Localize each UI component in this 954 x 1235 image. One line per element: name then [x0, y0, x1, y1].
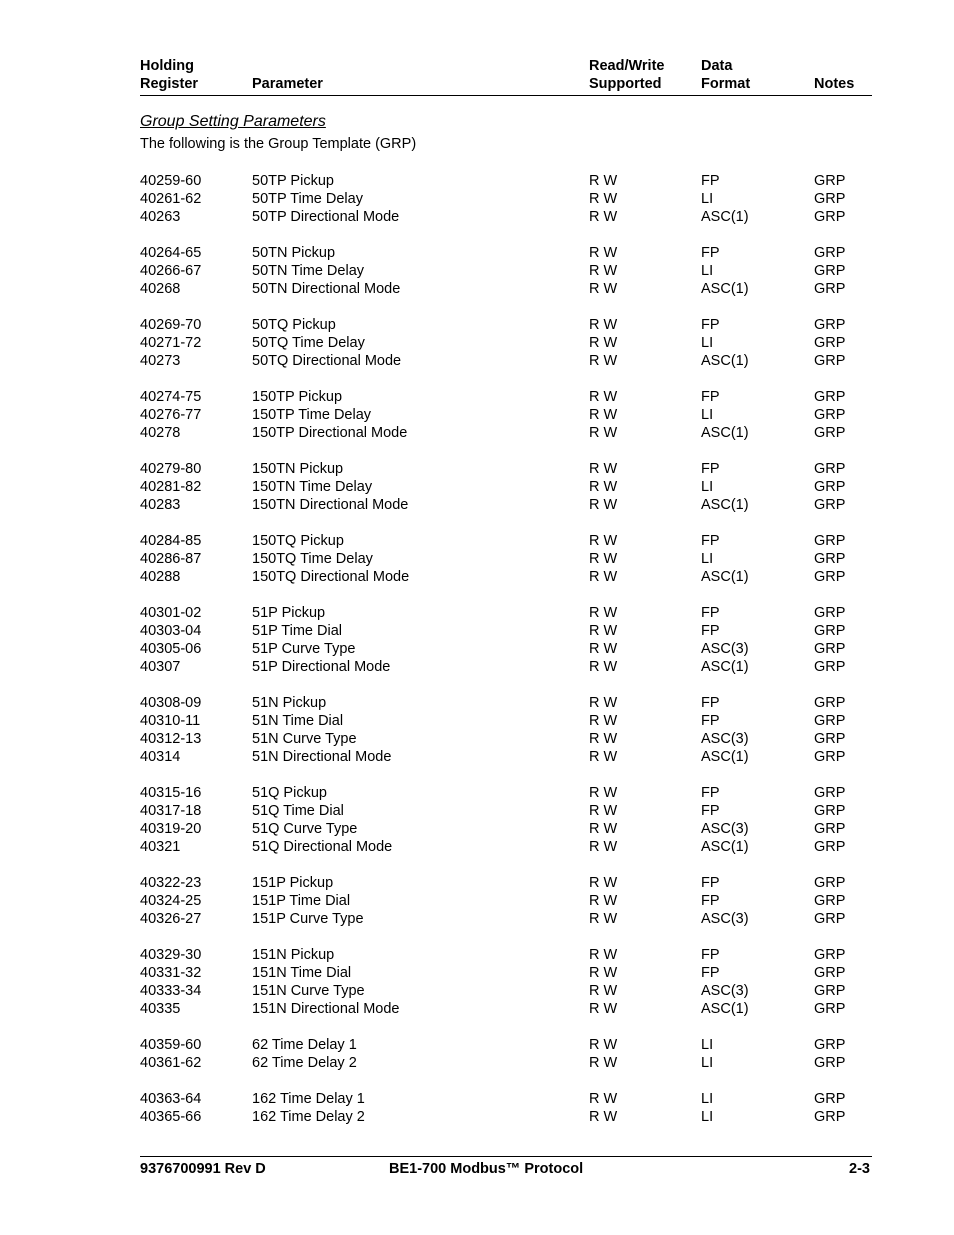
table-row — [140, 568, 872, 586]
data-format-cell: LI — [701, 1091, 714, 1107]
register-cell: 40331-32 — [140, 965, 202, 981]
header-notes: Notes — [814, 76, 855, 92]
header-col3-line2: Supported — [589, 76, 662, 92]
notes-cell: GRP — [814, 659, 846, 675]
parameter-cell: 151N Pickup — [252, 947, 335, 963]
register-cell: 40315-16 — [140, 785, 202, 801]
read-write-cell: R W — [589, 533, 618, 549]
parameter-cell: 62 Time Delay 2 — [252, 1055, 357, 1071]
data-format-cell: ASC(1) — [701, 749, 749, 765]
data-format-cell: FP — [701, 965, 720, 981]
register-cell: 40322-23 — [140, 875, 202, 891]
register-cell: 40321 — [140, 839, 181, 855]
register-cell: 40329-30 — [140, 947, 202, 963]
read-write-cell: R W — [589, 983, 618, 999]
table-row — [140, 172, 872, 190]
data-format-cell: LI — [701, 263, 714, 279]
read-write-cell: R W — [589, 785, 618, 801]
register-cell: 40324-25 — [140, 893, 202, 909]
register-cell: 40365-66 — [140, 1109, 202, 1125]
notes-cell: GRP — [814, 245, 846, 261]
data-format-cell: LI — [701, 1037, 714, 1053]
data-format-cell: ASC(1) — [701, 281, 749, 297]
parameter-cell: 150TQ Directional Mode — [252, 569, 410, 585]
read-write-cell: R W — [589, 695, 618, 711]
table-row — [140, 622, 872, 640]
parameter-cell: 50TQ Time Delay — [252, 335, 365, 351]
register-cell: 40263 — [140, 209, 181, 225]
table-row — [140, 694, 872, 712]
read-write-cell: R W — [589, 569, 618, 585]
notes-cell: GRP — [814, 641, 846, 657]
data-format-cell: FP — [701, 533, 720, 549]
register-cell: 40273 — [140, 353, 181, 369]
parameter-cell: 151N Time Dial — [252, 965, 352, 981]
data-format-cell: FP — [701, 947, 720, 963]
read-write-cell: R W — [589, 749, 618, 765]
read-write-cell: R W — [589, 353, 618, 369]
read-write-cell: R W — [589, 713, 618, 729]
register-cell: 40264-65 — [140, 245, 202, 261]
table-row — [140, 208, 872, 226]
parameter-cell: 50TN Time Delay — [252, 263, 365, 279]
data-format-cell: FP — [701, 389, 720, 405]
section-intro: The following is the Group Template (GRP) — [140, 136, 417, 152]
notes-cell: GRP — [814, 1055, 846, 1071]
notes-cell: GRP — [814, 569, 846, 585]
data-format-cell: FP — [701, 785, 720, 801]
notes-cell: GRP — [814, 317, 846, 333]
notes-cell: GRP — [814, 839, 846, 855]
parameter-cell: 150TN Time Delay — [252, 479, 373, 495]
table-row — [140, 352, 872, 370]
register-cell: 40286-87 — [140, 551, 202, 567]
notes-cell: GRP — [814, 191, 846, 207]
table-row — [140, 496, 872, 514]
header-col1-line2: Register — [140, 76, 199, 92]
parameter-cell: 51N Curve Type — [252, 731, 357, 747]
read-write-cell: R W — [589, 461, 618, 477]
notes-cell: GRP — [814, 893, 846, 909]
register-cell: 40276-77 — [140, 407, 202, 423]
table-row — [140, 1108, 872, 1126]
table-row — [140, 730, 872, 748]
read-write-cell: R W — [589, 173, 618, 189]
read-write-cell: R W — [589, 1091, 618, 1107]
header-holding-register — [140, 57, 198, 93]
notes-cell: GRP — [814, 1091, 846, 1107]
register-cell: 40307 — [140, 659, 181, 675]
register-cell: 40363-64 — [140, 1091, 202, 1107]
read-write-cell: R W — [589, 407, 618, 423]
data-format-cell: FP — [701, 605, 720, 621]
parameter-cell: 150TN Pickup — [252, 461, 344, 477]
notes-cell: GRP — [814, 749, 846, 765]
read-write-cell: R W — [589, 947, 618, 963]
data-format-cell: ASC(3) — [701, 983, 749, 999]
register-cell: 40283 — [140, 497, 181, 513]
register-cell: 40335 — [140, 1001, 181, 1017]
table-row — [140, 964, 872, 982]
table-row — [140, 190, 872, 208]
parameter-cell: 51N Pickup — [252, 695, 327, 711]
parameter-cell: 51N Time Dial — [252, 713, 344, 729]
read-write-cell: R W — [589, 245, 618, 261]
read-write-cell: R W — [589, 1109, 618, 1125]
table-row — [140, 820, 872, 838]
parameter-cell: 50TP Pickup — [252, 173, 334, 189]
data-format-cell: FP — [701, 695, 720, 711]
parameter-cell: 162 Time Delay 2 — [252, 1109, 365, 1125]
table-row — [140, 658, 872, 676]
read-write-cell: R W — [589, 1055, 618, 1071]
parameter-cell: 50TQ Directional Mode — [252, 353, 402, 369]
notes-cell: GRP — [814, 803, 846, 819]
table-row — [140, 406, 872, 424]
table-row — [140, 1054, 872, 1072]
notes-cell: GRP — [814, 551, 846, 567]
notes-cell: GRP — [814, 479, 846, 495]
table-row — [140, 784, 872, 802]
data-format-cell: FP — [701, 893, 720, 909]
data-format-cell: ASC(1) — [701, 353, 749, 369]
table-row — [140, 532, 872, 550]
parameter-cell: 51N Directional Mode — [252, 749, 392, 765]
notes-cell: GRP — [814, 911, 846, 927]
notes-cell: GRP — [814, 389, 846, 405]
data-format-cell: LI — [701, 335, 714, 351]
read-write-cell: R W — [589, 263, 618, 279]
table-row — [140, 1000, 872, 1018]
parameter-cell: 150TN Directional Mode — [252, 497, 409, 513]
read-write-cell: R W — [589, 875, 618, 891]
parameter-cell: 50TN Directional Mode — [252, 281, 401, 297]
header-col3-line1: Read/Write — [589, 58, 665, 74]
register-cell: 40305-06 — [140, 641, 202, 657]
data-format-cell: ASC(1) — [701, 569, 749, 585]
table-row — [140, 640, 872, 658]
data-format-cell: ASC(1) — [701, 1001, 749, 1017]
register-cell: 40284-85 — [140, 533, 202, 549]
notes-cell: GRP — [814, 533, 846, 549]
notes-cell: GRP — [814, 461, 846, 477]
notes-cell: GRP — [814, 731, 846, 747]
table-row — [140, 982, 872, 1000]
header-data-format — [701, 57, 750, 93]
register-cell: 40319-20 — [140, 821, 202, 837]
header-parameter: Parameter — [252, 76, 323, 92]
data-format-cell: ASC(3) — [701, 641, 749, 657]
header-col4-line1: Data — [701, 58, 733, 74]
notes-cell: GRP — [814, 695, 846, 711]
data-format-cell: ASC(3) — [701, 911, 749, 927]
table-row — [140, 748, 872, 766]
register-cell: 40259-60 — [140, 173, 202, 189]
table-row — [140, 262, 872, 280]
read-write-cell: R W — [589, 623, 618, 639]
notes-cell: GRP — [814, 875, 846, 891]
parameter-cell: 151N Curve Type — [252, 983, 365, 999]
read-write-cell: R W — [589, 551, 618, 567]
table-row — [140, 478, 872, 496]
register-cell: 40310-11 — [140, 713, 201, 729]
register-cell: 40279-80 — [140, 461, 202, 477]
register-cell: 40268 — [140, 281, 181, 297]
parameter-cell: 151P Time Dial — [252, 893, 351, 909]
read-write-cell: R W — [589, 1001, 618, 1017]
parameter-cell: 62 Time Delay 1 — [252, 1037, 357, 1053]
read-write-cell: R W — [589, 803, 618, 819]
notes-cell: GRP — [814, 497, 846, 513]
parameter-cell: 151P Curve Type — [252, 911, 364, 927]
register-cell: 40361-62 — [140, 1055, 202, 1071]
read-write-cell: R W — [589, 893, 618, 909]
parameter-cell: 150TP Pickup — [252, 389, 343, 405]
table-row — [140, 388, 872, 406]
parameter-cell: 50TN Pickup — [252, 245, 336, 261]
read-write-cell: R W — [589, 479, 618, 495]
header-col4-line2: Format — [701, 76, 751, 92]
read-write-cell: R W — [589, 839, 618, 855]
data-format-cell: LI — [701, 551, 714, 567]
read-write-cell: R W — [589, 821, 618, 837]
register-cell: 40326-27 — [140, 911, 202, 927]
data-format-cell: LI — [701, 191, 714, 207]
table-row — [140, 1090, 872, 1108]
footer-document-number: 9376700991 Rev D — [140, 1161, 266, 1177]
table-row — [140, 1036, 872, 1054]
header-read-write — [589, 57, 664, 93]
data-format-cell: FP — [701, 623, 720, 639]
footer-title: BE1-700 Modbus™ Protocol — [389, 1161, 584, 1177]
footer-page-number: 2-3 — [849, 1161, 870, 1177]
read-write-cell: R W — [589, 731, 618, 747]
table-row — [140, 460, 872, 478]
read-write-cell: R W — [589, 317, 618, 333]
parameter-cell: 51P Pickup — [252, 605, 326, 621]
table-row — [140, 946, 872, 964]
read-write-cell: R W — [589, 281, 618, 297]
parameter-cell: 151P Pickup — [252, 875, 334, 891]
register-cell: 40261-62 — [140, 191, 202, 207]
read-write-cell: R W — [589, 965, 618, 981]
table-row — [140, 874, 872, 892]
register-cell: 40281-82 — [140, 479, 202, 495]
register-cell: 40333-34 — [140, 983, 202, 999]
data-format-cell: ASC(1) — [701, 839, 749, 855]
read-write-cell: R W — [589, 497, 618, 513]
notes-cell: GRP — [814, 209, 846, 225]
notes-cell: GRP — [814, 947, 846, 963]
data-format-cell: FP — [701, 245, 720, 261]
register-cell: 40312-13 — [140, 731, 202, 747]
read-write-cell: R W — [589, 659, 618, 675]
data-format-cell: FP — [701, 713, 720, 729]
notes-cell: GRP — [814, 1001, 846, 1017]
table-row — [140, 802, 872, 820]
notes-cell: GRP — [814, 1037, 846, 1053]
read-write-cell: R W — [589, 209, 618, 225]
table-row — [140, 712, 872, 730]
data-format-cell: ASC(1) — [701, 425, 749, 441]
notes-cell: GRP — [814, 353, 846, 369]
notes-cell: GRP — [814, 623, 846, 639]
data-format-cell: FP — [701, 803, 720, 819]
register-cell: 40288 — [140, 569, 181, 585]
data-format-cell: FP — [701, 173, 720, 189]
notes-cell: GRP — [814, 425, 846, 441]
notes-cell: GRP — [814, 407, 846, 423]
table-row — [140, 280, 872, 298]
data-format-cell: FP — [701, 317, 720, 333]
register-cell: 40301-02 — [140, 605, 202, 621]
section-title: Group Setting Parameters — [140, 113, 326, 130]
parameter-cell: 50TP Time Delay — [252, 191, 363, 207]
data-format-cell: ASC(3) — [701, 821, 749, 837]
notes-cell: GRP — [814, 281, 846, 297]
parameter-cell: 150TQ Pickup — [252, 533, 344, 549]
read-write-cell: R W — [589, 1037, 618, 1053]
register-cell: 40359-60 — [140, 1037, 202, 1053]
read-write-cell: R W — [589, 389, 618, 405]
data-format-cell: ASC(1) — [701, 209, 749, 225]
register-cell: 40278 — [140, 425, 181, 441]
data-format-cell: ASC(1) — [701, 659, 749, 675]
parameter-cell: 51P Curve Type — [252, 641, 356, 657]
parameter-cell: 50TP Directional Mode — [252, 209, 400, 225]
data-format-cell: LI — [701, 479, 714, 495]
read-write-cell: R W — [589, 425, 618, 441]
table-row — [140, 244, 872, 262]
parameter-cell: 51Q Time Dial — [252, 803, 344, 819]
register-cell: 40308-09 — [140, 695, 202, 711]
header-col1-line1: Holding — [140, 58, 194, 74]
notes-cell: GRP — [814, 263, 846, 279]
notes-cell: GRP — [814, 1109, 846, 1125]
parameter-cell: 150TP Time Delay — [252, 407, 372, 423]
table-header — [140, 57, 872, 96]
read-write-cell: R W — [589, 911, 618, 927]
read-write-cell: R W — [589, 641, 618, 657]
parameter-cell: 150TP Directional Mode — [252, 425, 408, 441]
read-write-cell: R W — [589, 191, 618, 207]
parameter-cell: 151N Directional Mode — [252, 1001, 400, 1017]
parameter-cell: 51Q Curve Type — [252, 821, 358, 837]
table-row — [140, 892, 872, 910]
register-cell: 40269-70 — [140, 317, 202, 333]
register-cell: 40314 — [140, 749, 181, 765]
parameter-cell: 51P Directional Mode — [252, 659, 391, 675]
parameter-cell: 51Q Directional Mode — [252, 839, 393, 855]
data-format-cell: LI — [701, 1109, 714, 1125]
table-row — [140, 550, 872, 568]
data-format-cell: LI — [701, 1055, 714, 1071]
table-row — [140, 910, 872, 928]
table-row — [140, 604, 872, 622]
table-row — [140, 424, 872, 442]
notes-cell: GRP — [814, 713, 846, 729]
read-write-cell: R W — [589, 605, 618, 621]
table-row — [140, 838, 872, 856]
data-format-cell: ASC(1) — [701, 497, 749, 513]
table-row — [140, 316, 872, 334]
register-cell: 40271-72 — [140, 335, 202, 351]
notes-cell: GRP — [814, 965, 846, 981]
register-cell: 40274-75 — [140, 389, 202, 405]
data-format-cell: LI — [701, 407, 714, 423]
parameter-cell: 51P Time Dial — [252, 623, 342, 639]
notes-cell: GRP — [814, 605, 846, 621]
notes-cell: GRP — [814, 983, 846, 999]
parameter-cell: 50TQ Pickup — [252, 317, 336, 333]
notes-cell: GRP — [814, 173, 846, 189]
notes-cell: GRP — [814, 821, 846, 837]
page-footer — [140, 1156, 872, 1185]
table-row — [140, 334, 872, 352]
data-format-cell: ASC(3) — [701, 731, 749, 747]
data-format-cell: FP — [701, 875, 720, 891]
notes-cell: GRP — [814, 785, 846, 801]
register-cell: 40266-67 — [140, 263, 202, 279]
register-cell: 40317-18 — [140, 803, 202, 819]
parameter-cell: 162 Time Delay 1 — [252, 1091, 365, 1107]
data-format-cell: FP — [701, 461, 720, 477]
notes-cell: GRP — [814, 335, 846, 351]
read-write-cell: R W — [589, 335, 618, 351]
register-cell: 40303-04 — [140, 623, 202, 639]
parameter-cell: 150TQ Time Delay — [252, 551, 373, 567]
parameter-cell: 51Q Pickup — [252, 785, 327, 801]
